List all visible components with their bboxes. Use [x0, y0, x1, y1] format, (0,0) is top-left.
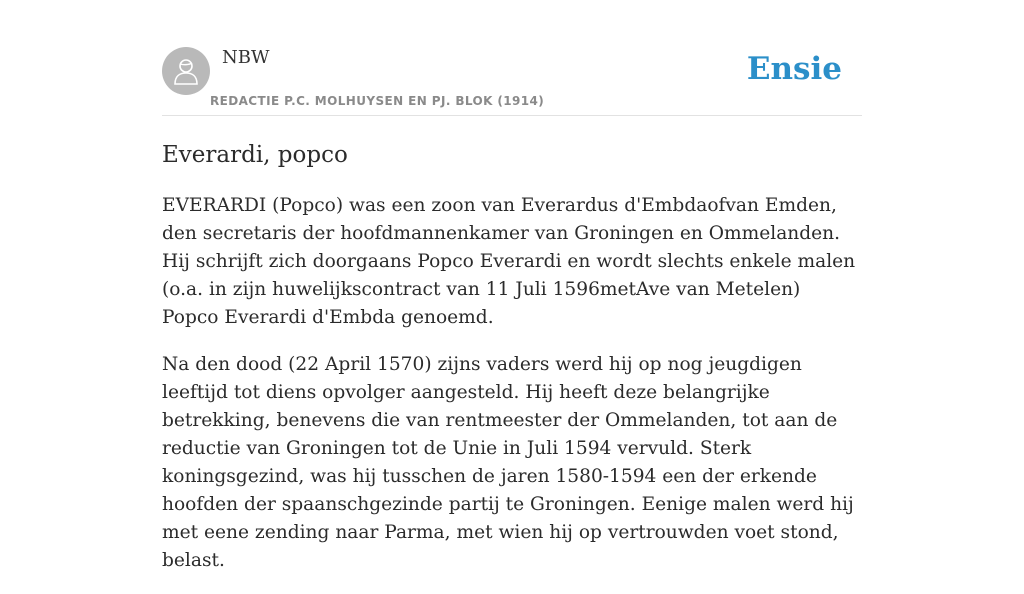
article-body: [162, 192, 862, 594]
user-icon: [173, 57, 199, 85]
source-subtitle: REDACTIE P.C. MOLHUYSEN EN PJ. BLOK (1914): [210, 94, 545, 108]
paragraph: Na den dood (22 April 1570) zijns vaders werd hij op nog jeugdigen leeftijd tot diens opvolger aangesteld. Hij heeft deze belangrijke betrekking, benevens die van rentmeester der Ommelanden, tot aan de reductie van Groningen tot de Unie in Juli 1594 vervuld. Sterk koningsgezind, was hij tusschen de jaren 1580-1594 een der erkende hoofden der spaanschgezinde partij te Groningen. Eenige malen werd hij met eene zending naar Parma, met wien hij op vertrouwden voet stond, belast.: [162, 354, 854, 571]
source-name[interactable]: NBW: [222, 47, 270, 68]
page-title: Everardi, popco: [162, 142, 348, 168]
paragraph: EVERARDI (Popco) was een zoon van Everardus d'Embdaofvan Emden, den secretaris der hoofdmannenkamer van Groningen en Ommelanden. Hij schrijft zich doorgaans Popco Everardi en wordt slechts enkele malen (o.a. in zijn huwelijkscontract van 11 Juli 1596metAve van Metelen) Popco Everardi d'Embda genoemd.: [162, 195, 856, 328]
avatar[interactable]: [162, 47, 210, 95]
brand-logo[interactable]: Ensie: [746, 51, 842, 87]
source-header: [162, 0, 862, 116]
